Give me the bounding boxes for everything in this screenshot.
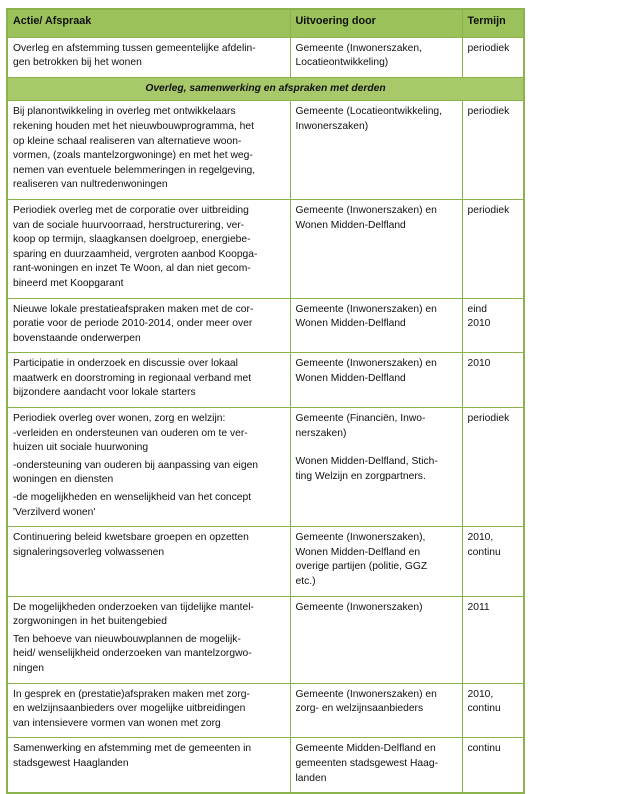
cell-line: -de mogelijkheden en wenselijkheid van het concept [13, 492, 252, 504]
cell-termijn [462, 683, 524, 738]
cell-line: rant-woningen en inzet Te Woon, al dan niet gecom- [13, 263, 251, 275]
cell-uitvoering [290, 199, 462, 298]
cell-line: en welzijnsaanbieders over mogelijke uitbreidingen [13, 703, 246, 715]
cell-line: Bij planontwikkeling in overleg met ontwikkelaars [13, 106, 236, 118]
cell-line: eind [467, 303, 487, 315]
cell-line: bijzondere aandacht voor lokale starters [13, 387, 196, 399]
cell-line: Ten behoeve van nieuwbouwplannen de mogelijk- [13, 633, 241, 645]
cell-termijn [462, 596, 524, 683]
cell-line: realiseren van nultredenwoningen [13, 179, 168, 191]
cell-uitvoering [290, 596, 462, 683]
cell-termijn [462, 527, 524, 596]
cell-actie [7, 738, 290, 793]
cell-uitvoering [290, 683, 462, 738]
cell-line: heid/ wenselijkheid onderzoeken van mantelzorgwo- [13, 648, 252, 660]
cell-line: zorg- en welzijnsaanbieders [295, 703, 424, 715]
cell-line: Gemeente Midden-Delfland en [295, 743, 436, 755]
cell-line: Periodiek overleg over wonen, zorg en welzijn: [13, 413, 226, 425]
cell-line: rekening houden met het nieuwbouwprogramma, het [13, 120, 254, 132]
header-actie: Actie/ Afspraak [7, 9, 290, 37]
cell-line: ting Welzijn en zorgpartners. [295, 470, 426, 482]
section-row [7, 77, 524, 101]
cell-line: stadsgewest Haaglanden [13, 757, 129, 769]
cell-line: -verleiden en ondersteunen van ouderen om te ver- [13, 427, 248, 439]
cell-uitvoering [290, 353, 462, 408]
cell-line: woningen en diensten [13, 474, 114, 486]
cell-line: koop op termijn, slaagkansen doelgroep, energiebe- [13, 234, 251, 246]
cell-line: 2010, [467, 532, 494, 544]
cell-line: landen [295, 772, 327, 784]
cell-line: gemeenten stadsgewest Haag- [295, 757, 439, 769]
cell-line: overige partijen (politie, GGZ [295, 561, 428, 573]
cell-line: zorgwoningen in het buitengebied [13, 616, 168, 628]
cell-line: Gemeente (Inwonerszaken) en [295, 358, 437, 370]
cell-uitvoering [290, 738, 462, 793]
cell-line: Locatieontwikkeling) [295, 57, 389, 69]
cell-termijn [462, 298, 524, 353]
cell-line: nemen van eventuele belemmeringen in regelgeving, [13, 164, 256, 176]
cell-uitvoering [290, 37, 462, 77]
cell-line: Gemeente (Inwonerszaken, [295, 42, 422, 54]
cell-line: van intensievere vormen van wonen met zorg [13, 717, 221, 729]
cell-line: nerszaken) [295, 427, 347, 439]
cell-line: continu [467, 703, 501, 715]
cell-actie [7, 353, 290, 408]
cell-line: Gemeente (Locatieontwikkeling, [295, 106, 443, 118]
cell-line: 2010 [467, 358, 491, 370]
cell-line: Wonen Midden-Delfland [295, 372, 406, 384]
table-header-row [7, 9, 524, 37]
header-termijn: Termijn [462, 9, 524, 37]
table-row [7, 101, 524, 200]
table-row [7, 527, 524, 596]
cell-line: huizen uit sociale huurwoning [13, 442, 149, 454]
section-title [7, 77, 524, 101]
cell-line: periodiek [467, 413, 510, 425]
cell-actie [7, 408, 290, 527]
cell-line: continu [467, 546, 501, 558]
table-row [7, 298, 524, 353]
cell-line: gen betrokken bij het wonen [13, 57, 142, 69]
cell-uitvoering [290, 408, 462, 527]
cell-line: Samenwerking en afstemming met de gemeenten in [13, 743, 252, 755]
cell-actie [7, 37, 290, 77]
cell-line: 'Verzilverd wonen' [13, 506, 96, 518]
cell-line: vormen, (zoals mantelzorgwoninge) en met het weg- [13, 150, 253, 162]
cell-line: Gemeente (Inwonerszaken) en [295, 688, 437, 700]
cell-line: continu [467, 743, 501, 755]
cell-termijn [462, 408, 524, 527]
cell-line: Wonen Midden-Delfland [295, 219, 406, 231]
cell-uitvoering [290, 101, 462, 200]
table-row [7, 353, 524, 408]
cell-line: op kleine schaal realiseren van alternatieve woon- [13, 135, 242, 147]
cell-line: Gemeente (Inwonerszaken) [295, 601, 423, 613]
cell-line: maatwerk en doorstroming in regionaal verband met [13, 372, 252, 384]
cell-line: van de sociale huurvoorraad, herstructurering, ver- [13, 219, 245, 231]
cell-termijn [462, 101, 524, 200]
cell-line: Inwonerszaken) [295, 120, 369, 132]
table-row [7, 596, 524, 683]
cell-termijn [462, 199, 524, 298]
table-row [7, 738, 524, 793]
cell-line: De mogelijkheden onderzoeken van tijdelijke mantel- [13, 601, 254, 613]
cell-line: Gemeente (Inwonerszaken), [295, 532, 426, 544]
cell-line: periodiek [467, 42, 510, 54]
cell-line: 2010, [467, 688, 494, 700]
cell-actie [7, 596, 290, 683]
cell-line: 2010 [467, 318, 491, 330]
cell-line: periodiek [467, 204, 510, 216]
cell-line: Overleg en afstemming tussen gemeentelijke afdelin- [13, 42, 256, 54]
cell-line: Overleg, samenwerking en afspraken met derden [145, 82, 386, 94]
header-uitvoering: Uitvoering door [290, 9, 462, 37]
cell-line: sparing en duurzaamheid, vergroten aanbod Koopga- [13, 248, 258, 260]
cell-line: In gesprek en (prestatie)afspraken maken met zorg- [13, 688, 250, 700]
table-row [7, 408, 524, 527]
cell-actie [7, 298, 290, 353]
cell-line: ningen [13, 662, 44, 674]
cell-line: bineerd met Koopgarant [13, 277, 124, 289]
cell-line: Wonen Midden-Delfland en [295, 546, 421, 558]
table-row [7, 199, 524, 298]
cell-line: Wonen Midden-Delfland, Stich- [295, 456, 438, 468]
cell-line: bovenstaande onderwerpen [13, 332, 141, 344]
cell-line: etc.) [295, 576, 316, 587]
cell-line: Periodiek overleg met de corporatie over uitbreiding [13, 204, 249, 216]
cell-line: poratie voor de periode 2010-2014, onder meer over [13, 318, 253, 330]
cell-line: Nieuwe lokale prestatieafspraken maken met de cor- [13, 303, 254, 315]
cell-line: periodiek [467, 106, 510, 118]
cell-uitvoering [290, 298, 462, 353]
cell-line: Gemeente (Inwonerszaken) en [295, 303, 437, 315]
action-table [6, 8, 525, 794]
cell-line: 2011 [467, 601, 490, 613]
cell-line: Gemeente (Inwonerszaken) en [295, 204, 437, 216]
cell-uitvoering [290, 527, 462, 596]
cell-termijn [462, 37, 524, 77]
table-row [7, 37, 524, 77]
cell-line: Wonen Midden-Delfland [295, 318, 406, 330]
cell-termijn [462, 353, 524, 408]
cell-line: Gemeente (Financiën, Inwo- [295, 413, 426, 425]
table-row [7, 683, 524, 738]
cell-termijn [462, 738, 524, 793]
cell-line: Participatie in onderzoek en discussie over lokaal [13, 358, 238, 370]
cell-line: Continuering beleid kwetsbare groepen en opzetten [13, 532, 249, 544]
cell-line: signaleringsoverleg volwassenen [13, 546, 165, 558]
cell-actie [7, 199, 290, 298]
cell-actie [7, 683, 290, 738]
cell-actie [7, 101, 290, 200]
cell-actie [7, 527, 290, 596]
cell-line: -ondersteuning van ouderen bij aanpassing van eigen [13, 459, 259, 471]
